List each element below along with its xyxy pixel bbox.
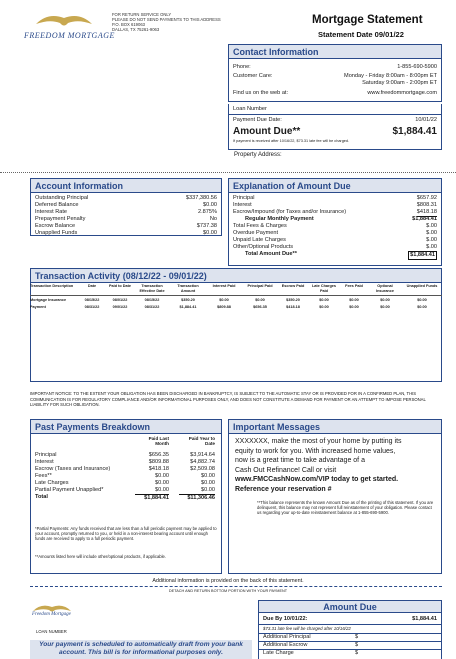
autodraft-notice: Your payment is scheduled to automatically draft from your bank account. This bill is for informational purposes only. <box>30 640 252 659</box>
coupon-row-label: Additional Escrow <box>263 642 308 648</box>
message-line: now is a great time to take advantage of a <box>235 457 365 464</box>
past-last-month: $656.35 <box>148 452 169 458</box>
phone-label: Phone: <box>233 64 251 70</box>
past-label: Principal <box>35 452 57 458</box>
past-heading: Past Payments Breakdown <box>31 420 221 434</box>
return-address <box>112 12 222 32</box>
transaction-cell: $0.00 <box>417 305 427 309</box>
transaction-cell: $656.35 <box>253 305 267 309</box>
transaction-cell: $0.00 <box>349 305 359 309</box>
detach-line <box>30 586 442 587</box>
transaction-cell: $0.00 <box>349 298 359 302</box>
transaction-cell: $350.20 <box>286 298 300 302</box>
due-date-label: Payment Due Date: <box>233 117 282 123</box>
account-value: $337,380.56 <box>185 195 217 201</box>
account-label: Prepayment Penalty <box>35 216 86 222</box>
column-header: Fees Paid <box>345 284 363 288</box>
past-last-month: $1,884.41 <box>135 494 169 502</box>
column-header: Principal Paid <box>247 284 273 288</box>
column-header: Transaction Effective Date <box>139 284 165 293</box>
account-label: Interest Rate <box>35 209 68 215</box>
return-line: PLEASE DO NOT SEND PAYMENTS TO THIS ADDRESS <box>112 17 221 22</box>
explanation-label: Unpaid Late Charges <box>233 237 286 243</box>
message-line: XXXXXXX, make the most of your home by putting its <box>235 438 402 445</box>
contact-heading: Contact Information <box>229 45 441 59</box>
transaction-cell: 08/15/22 <box>84 298 100 302</box>
return-line: DALLAS, TX 75261-9063 <box>112 27 160 32</box>
column-header: Transaction Amount <box>177 284 199 293</box>
explanation-value: $1,884.41 <box>410 252 435 258</box>
web-link[interactable]: www.freedommortgage.com <box>367 90 437 96</box>
amounts-note: **Amounts listed here will include other/optional products, if applicable. <box>35 554 167 559</box>
coupon-row-input[interactable]: $ <box>355 634 359 640</box>
coupon-due-label: Due By 10/01/22: <box>263 616 308 622</box>
transaction-cell: $0.00 <box>255 298 265 302</box>
coupon-heading: Amount Due <box>259 601 441 613</box>
care-label: Customer Care: <box>233 73 273 79</box>
past-label: Interest <box>35 459 54 465</box>
due-date-value: 10/01/22 <box>415 117 437 123</box>
important-messages-box <box>228 419 442 574</box>
past-ytd: $0.00 <box>201 473 215 479</box>
statement-title: Mortgage Statement <box>312 14 423 26</box>
past-last-month: $0.00 <box>155 480 169 486</box>
explanation-label: Total Fees & Charges <box>233 223 287 229</box>
coupon-loan-label: LOAN NUMBER <box>36 629 67 634</box>
transaction-cell: 08/31/22 <box>84 305 100 309</box>
coupon-due-value: $1,884.41 <box>412 616 437 622</box>
account-value: No <box>209 216 217 222</box>
transaction-heading: Transaction Activity (08/12/22 - 09/01/22) <box>31 269 441 283</box>
account-value: $0.00 <box>203 230 217 236</box>
statement-date: Statement Date 09/01/22 <box>318 30 404 39</box>
transaction-cell: 08/15/22 <box>144 298 160 302</box>
account-value: $0.00 <box>203 202 217 208</box>
account-label: Outstanding Principal <box>35 195 89 201</box>
property-address-label: Property Address: <box>234 152 282 158</box>
explanation-value: $1,884.41 <box>412 216 437 222</box>
return-line: FOR RETURN SERVICE ONLY <box>112 12 172 17</box>
transaction-cell: $418.18 <box>286 305 300 309</box>
transaction-cell: $0.00 <box>380 298 390 302</box>
transaction-cell: $1,884.41 <box>179 305 197 309</box>
explanation-label: Other/Optional Products <box>233 244 294 250</box>
column-header: Unapplied Funds <box>406 284 438 288</box>
messages-heading: Important Messages <box>229 420 441 434</box>
account-label: Escrow Balance <box>35 223 76 229</box>
col-paid-ytd: Paid Year to Date <box>188 436 215 446</box>
past-label: Late Charges <box>35 480 69 486</box>
past-ytd: $4,882.74 <box>190 459 215 465</box>
past-label: Escrow (Taxes and Insurance) <box>35 466 111 472</box>
message-line: equity to work for you. With increased home values, <box>235 447 396 455</box>
coupon-row-input[interactable]: $ <box>355 650 359 656</box>
account-label: Unapplied Funds <box>35 230 78 236</box>
message-line: www.FMCCashNow.com/VIP today to get started. <box>235 476 399 483</box>
transaction-cell: $0.00 <box>417 298 427 302</box>
coupon-amount-box <box>258 600 442 659</box>
coupon-row-input[interactable]: $ <box>355 642 359 648</box>
transaction-cell: $0.00 <box>380 305 390 309</box>
transaction-cell: Mortgage Insurance <box>30 298 67 302</box>
past-last-month: $0.00 <box>155 473 169 479</box>
column-header: Escrow Paid <box>281 284 305 288</box>
freedom-mortgage-logo <box>24 10 115 42</box>
care-hours-2: Saturday 9:00am - 2:00pm ET <box>362 80 437 86</box>
transaction-cell: $0.00 <box>219 298 229 302</box>
transaction-cell: 08/31/22 <box>144 305 160 309</box>
explanation-heading: Explanation of Amount Due <box>229 179 441 193</box>
amount-summary <box>228 104 442 150</box>
past-last-month: $809.88 <box>148 459 169 465</box>
late-fee-note: If payment is received after 10/16/22, $73.31 late fee will be charged. <box>233 139 350 143</box>
account-label: Deferred Balance <box>35 202 79 208</box>
column-header: Late Charges Paid <box>311 284 337 293</box>
past-ytd: $0.00 <box>201 480 215 486</box>
explanation-value: $.00 <box>426 244 437 250</box>
detach-instruction: DETACH AND RETURN BOTTOM PORTION WITH YOUR PAYMENT <box>168 589 288 593</box>
web-label: Find us on the web at: <box>233 90 289 96</box>
transaction-cell: $809.88 <box>217 305 231 309</box>
transaction-cell: Payment <box>30 305 46 309</box>
explanation-value: $.00 <box>426 223 437 229</box>
explanation-label: Principal <box>233 195 255 201</box>
explanation-box <box>228 178 442 266</box>
explanation-label: Regular Monthly Payment <box>245 216 314 222</box>
past-label: Partial Payment Unapplied* <box>35 487 104 493</box>
explanation-value: $657.92 <box>416 195 437 201</box>
return-line: P.O. BOX 619063 <box>112 22 145 27</box>
transaction-cell: $0.00 <box>319 298 329 302</box>
column-header: Interest Paid <box>212 284 236 288</box>
transaction-cell: 09/01/22 <box>112 305 128 309</box>
phone-value: 1-855-690-5900 <box>397 64 437 70</box>
coupon-row-label: Late Charge <box>263 650 294 656</box>
bankruptcy-notice: IMPORTANT NOTICE: TO THE EXTENT YOUR OBLIGATION HAS BEEN DISCHARGED IN BANKRUPTCY, IS SUBJECT TO THE AUTOMATIC STAY OR IS PROVIDED FOR IN A CONFIRMED PLAN, THIS COMMUNICATION IS FOR REGULATORY COMPLIANCE AND/OR INFORMATIONAL PURPOSES ONLY, AND DOES NOT CONSTITUTE A DEMAND FOR PAYMENT OR AN ATTEMPT TO IMPOSE PERSONAL LIABILITY FOR SUCH OBLIGATION. <box>30 391 426 407</box>
logo-text: FREEDOM MORTGAGE <box>24 31 115 40</box>
explanation-label: Escrow/Impound (for Taxes and/or Insurance) <box>233 209 347 215</box>
explanation-value: $.00 <box>426 237 437 243</box>
eagle-logo-icon <box>34 10 94 30</box>
account-info-box <box>30 178 222 236</box>
divider <box>0 172 456 173</box>
column-header: Paid to Date <box>109 284 131 288</box>
column-header: Optional Insurance <box>376 284 394 293</box>
message-line: Cash Out Refinance! Call or visit <box>235 466 337 474</box>
care-hours-1: Monday - Friday 8:00am - 8:00pm ET <box>344 73 437 79</box>
past-last-month: $0.00 <box>155 487 169 493</box>
coupon-logo <box>32 602 112 618</box>
past-label: Total <box>35 494 48 500</box>
explanation-label: Interest <box>233 202 252 208</box>
amount-due-value: $1,884.41 <box>392 126 437 137</box>
additional-info-note: Additional information is provided on the back of this statement. <box>152 578 304 584</box>
column-header: Date <box>87 284 97 288</box>
coupon-row-label: Additional Principal <box>263 634 311 640</box>
coupon-late-fee: $73.31 late fee will be charged after 10/16/22 <box>263 626 351 631</box>
account-heading: Account Information <box>31 179 221 193</box>
past-label: Fees** <box>35 473 52 479</box>
transaction-cell: $0.00 <box>319 305 329 309</box>
balance-footnote: **This balance represents the known Amount Due as of the printing of this statement. If you are delinquent, this balance may not represent full reinstatement of your obligation. Please contact us regarding your up-to-date reinstatement balance at 1-855-690-5900. <box>257 500 434 515</box>
transaction-cell: 08/01/22 <box>112 298 128 302</box>
partial-payment-note: *Partial Payments: Any funds received that are less than a full periodic payment may be applied to your account, promptly returned to you, or held in a non-interest bearing account until enough funds are received to apply to a full periodic payment. <box>35 526 217 541</box>
past-payments-box <box>30 419 222 574</box>
explanation-label: Overdue Payment <box>233 230 279 236</box>
explanation-value: $418.18 <box>416 209 437 215</box>
account-value: 2.875% <box>198 209 217 215</box>
column-header: Transaction Description <box>30 284 74 288</box>
message-line: Reference your reservation # <box>235 485 332 493</box>
transaction-cell: $350.20 <box>181 298 195 302</box>
contact-box <box>228 44 442 102</box>
explanation-value: $808.31 <box>416 202 437 208</box>
amount-due-label: Amount Due** <box>233 126 301 137</box>
explanation-value: $.00 <box>426 230 437 236</box>
loan-number-label: Loan Number <box>233 106 267 112</box>
past-ytd: $11,306.46 <box>179 494 215 502</box>
account-value: $737.38 <box>196 223 217 229</box>
past-ytd: $0.00 <box>201 487 215 493</box>
past-ytd: $2,509.08 <box>190 466 215 472</box>
table-rule <box>30 295 442 296</box>
past-ytd: $3,914.64 <box>190 452 215 458</box>
col-paid-last-month: Paid Last Month <box>148 436 169 446</box>
past-last-month: $418.18 <box>148 466 169 472</box>
coupon-logo-text: Freedom Mortgage <box>32 612 71 617</box>
explanation-label: Total Amount Due** <box>245 251 297 257</box>
